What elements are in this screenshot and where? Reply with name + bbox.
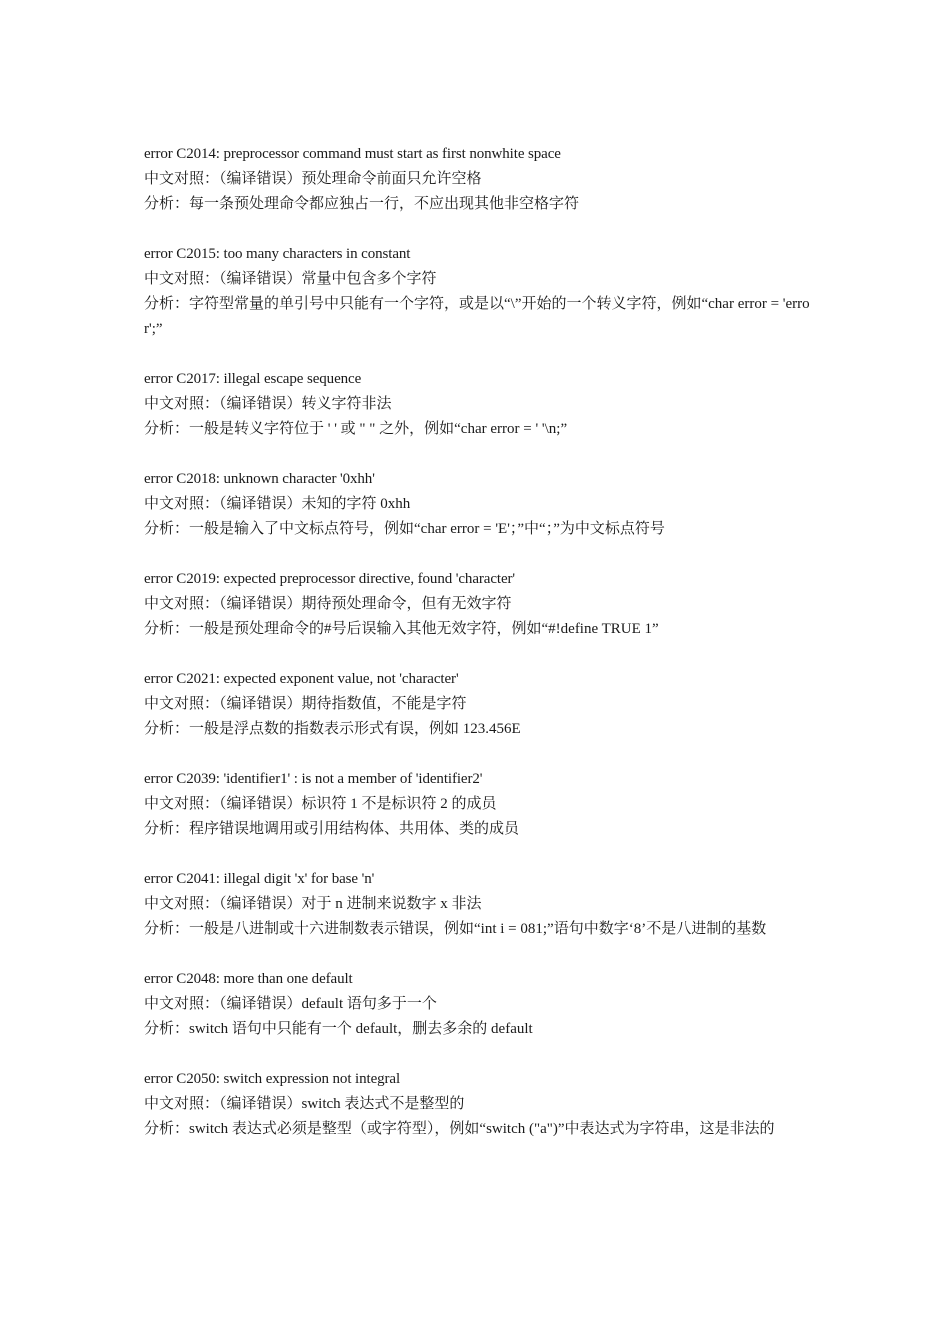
chinese-translation-line: 中文对照：（编译错误）default 语句多于一个 — [144, 996, 437, 1012]
error-entry-c2014 — [144, 142, 810, 217]
analysis-line: 分析：程序错误地调用或引用结构体、共用体、类的成员 — [144, 821, 520, 837]
error-code-line: error C2018: unknown character '0xhh' — [144, 471, 375, 487]
chinese-translation-line: 中文对照：（编译错误）对于 n 进制来说数字 x 非法 — [144, 896, 482, 912]
error-code-line: error C2015: too many characters in constant — [144, 246, 411, 262]
error-entry-c2018 — [144, 467, 810, 542]
error-code-line: error C2019: expected preprocessor directive, found 'character' — [144, 571, 516, 587]
error-code-line: error C2017: illegal escape sequence — [144, 371, 362, 387]
chinese-translation-line: 中文对照：（编译错误）期待指数值，不能是字符 — [144, 696, 467, 712]
error-entry-c2021 — [144, 667, 810, 742]
analysis-line: 分析：一般是转义字符位于 ' ' 或 " " 之外，例如“char error = ' '\n;” — [144, 421, 568, 437]
error-code-line: error C2021: expected exponent value, not 'character' — [144, 671, 459, 687]
error-entry-c2048 — [144, 967, 810, 1042]
analysis-line: 分析：一般是浮点数的指数表示形式有误，例如 123.456E — [144, 721, 521, 737]
error-code-line: error C2039: 'identifier1' : is not a member of 'identifier2' — [144, 771, 483, 787]
chinese-translation-line: 中文对照：（编译错误）switch 表达式不是整型的 — [144, 1096, 465, 1112]
error-entry-c2041 — [144, 867, 810, 942]
chinese-translation-line: 中文对照：（编译错误）常量中包含多个字符 — [144, 271, 437, 287]
error-entry-c2017 — [144, 367, 810, 442]
error-code-line: error C2048: more than one default — [144, 971, 353, 987]
error-entry-c2019 — [144, 567, 810, 642]
analysis-line: 分析：字符型常量的单引号中只能有一个字符，或是以“\”开始的一个转义字符，例如“char error = 'error';” — [144, 296, 810, 337]
chinese-translation-line: 中文对照：（编译错误）转义字符非法 — [144, 396, 392, 412]
error-entry-c2039 — [144, 767, 810, 842]
error-code-line: error C2050: switch expression not integral — [144, 1071, 401, 1087]
error-entry-c2050 — [144, 1067, 810, 1142]
analysis-line: 分析：每一条预处理命令都应独占一行，不应出现其他非空格字符 — [144, 196, 580, 212]
error-code-line: error C2014: preprocessor command must start as first nonwhite space — [144, 146, 561, 162]
analysis-line: 分析：一般是输入了中文标点符号，例如“char error = 'E'；”中“；”为中文标点符号 — [144, 521, 665, 537]
analysis-line: 分析：一般是八进制或十六进制数表示错误，例如“int i = 081;”语句中数字‘8’不是八进制的基数 — [144, 921, 767, 937]
chinese-translation-line: 中文对照：（编译错误）标识符 1 不是标识符 2 的成员 — [144, 796, 497, 812]
error-code-line: error C2041: illegal digit 'x' for base 'n' — [144, 871, 375, 887]
chinese-translation-line: 中文对照：（编译错误）期待预处理命令，但有无效字符 — [144, 596, 512, 612]
analysis-line: 分析：一般是预处理命令的#号后误输入其他无效字符，例如“#!define TRUE 1” — [144, 621, 659, 637]
analysis-line: 分析：switch 语句中只能有一个 default，删去多余的 default — [144, 1021, 533, 1037]
error-list — [144, 142, 810, 1167]
error-entry-c2015 — [144, 242, 810, 342]
analysis-line: 分析：switch 表达式必须是整型（或字符型），例如“switch ("a")”中表达式为字符串，这是非法的 — [144, 1121, 775, 1137]
chinese-translation-line: 中文对照：（编译错误）预处理命令前面只允许空格 — [144, 171, 482, 187]
chinese-translation-line: 中文对照：（编译错误）未知的字符 0xhh — [144, 496, 411, 512]
